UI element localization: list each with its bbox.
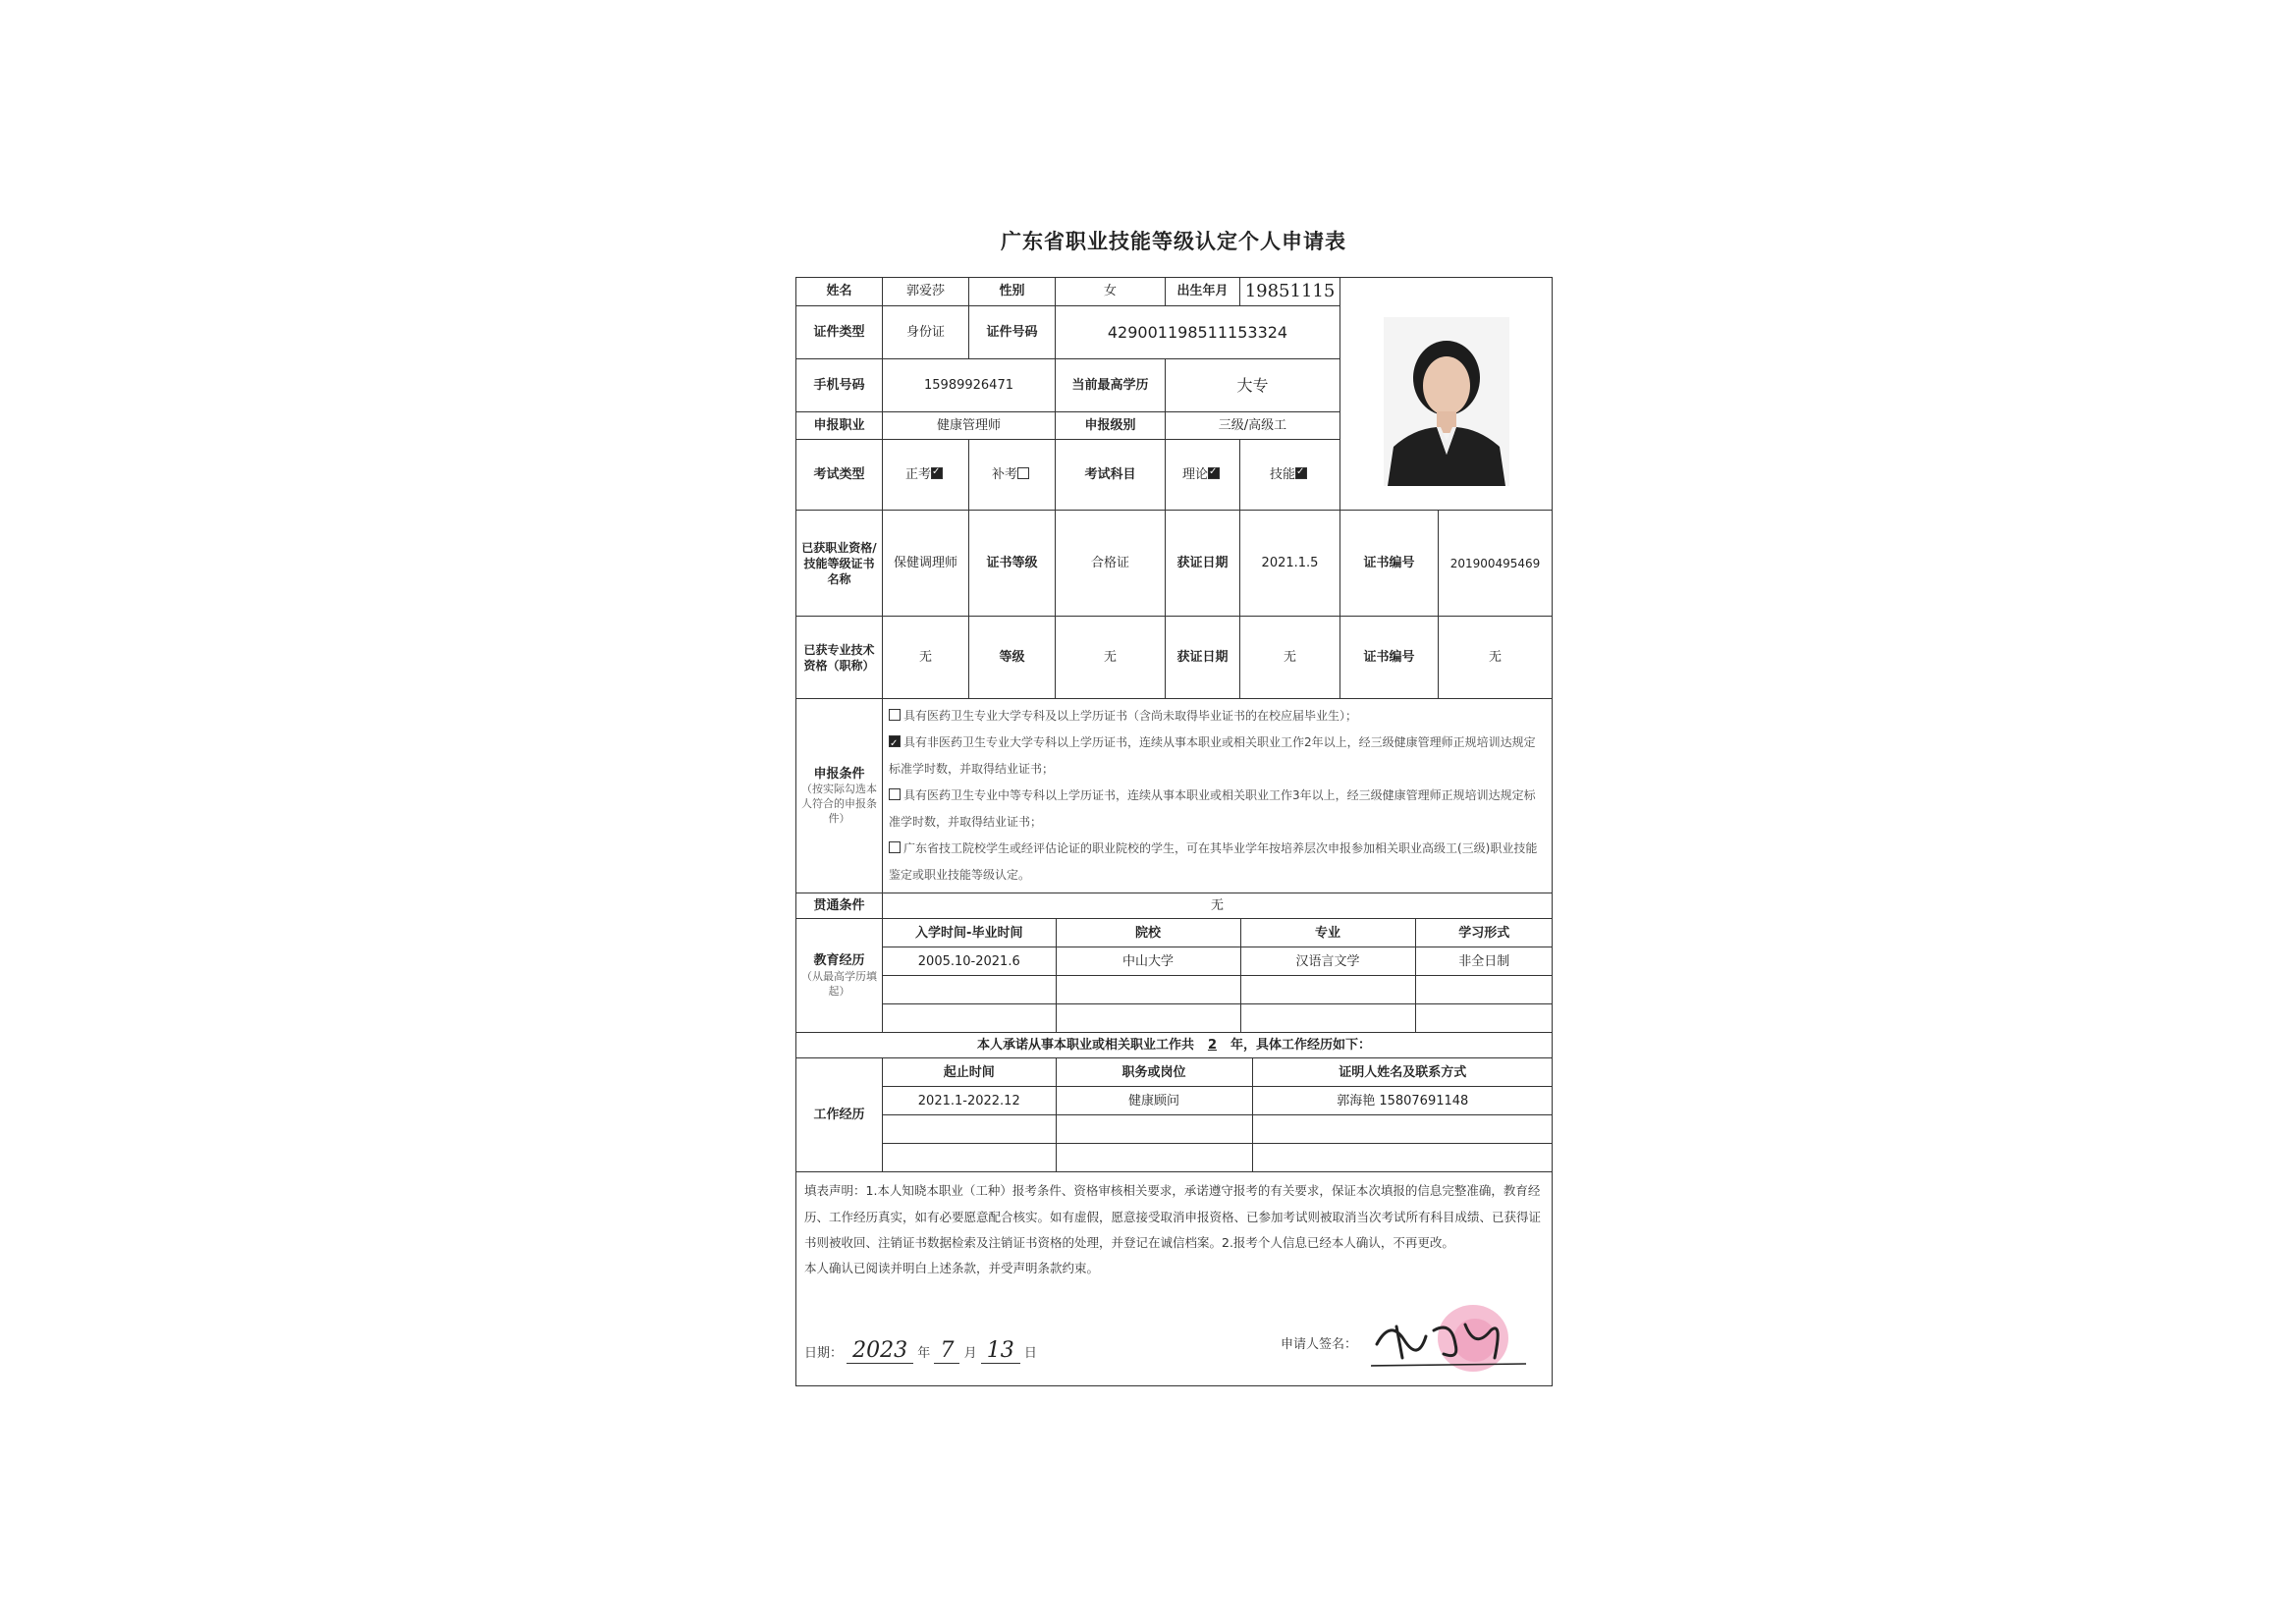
conditions-list: [883, 699, 1553, 893]
condition-checkbox[interactable]: [889, 788, 901, 800]
edu-value: 大专: [1166, 359, 1340, 412]
condition-text: 广东省技工院校学生或经评估论证的职业院校的学生，可在其毕业学年按培养层次申报参加相关职业高级工(三级)职业技能鉴定或职业技能等级认定。: [889, 841, 1538, 883]
handwritten-signature: [1357, 1301, 1534, 1380]
date-year: 2023: [847, 1338, 913, 1364]
work-cell: 健康顾问: [1056, 1087, 1252, 1115]
date-day-unit: 日: [1023, 1346, 1037, 1362]
form-title: 广东省职业技能等级认定个人申请表: [1001, 229, 1346, 253]
sign-date: [804, 1328, 1037, 1374]
phone-value: 15989926471: [883, 359, 1056, 412]
condition-text: 具有非医药卫生专业大学专科以上学历证书，连续从事本职业或相关职业工作2年以上，经三级健康管理师正规培训达规定标准学时数，并取得结业证书；: [889, 735, 1536, 777]
photo-cell: [1340, 278, 1553, 511]
education-grid: [883, 919, 1553, 1033]
id-type-label: 证件类型: [796, 306, 883, 359]
cert1-grade-label: 证书等级: [969, 511, 1056, 617]
edu-label: 当前最高学历: [1056, 359, 1166, 412]
date-month-unit: 月: [963, 1346, 977, 1362]
work-grid: [883, 1058, 1553, 1172]
education-header: 入学时间-毕业时间: [883, 919, 1056, 947]
cert1-no-label: 证书编号: [1340, 511, 1439, 617]
work-promise-suffix: 年，具体工作经历如下：: [1230, 1038, 1372, 1054]
condition-item[interactable]: [889, 783, 1546, 836]
level-label: 申报级别: [1056, 412, 1166, 440]
through-value: 无: [883, 893, 1553, 919]
conditions-label: 申报条件: [813, 766, 865, 782]
education-cell: 中山大学: [1056, 947, 1240, 976]
condition-item[interactable]: [889, 836, 1546, 889]
cert1-label: 已获职业资格/技能等级证书名称: [796, 511, 883, 617]
table-row: [883, 1087, 1553, 1115]
application-form: [795, 226, 1552, 1394]
table-row: [883, 1115, 1553, 1144]
exam-theory-option[interactable]: [1166, 440, 1240, 511]
work-promise: [796, 1033, 1553, 1058]
education-cell: 2005.10-2021.6: [883, 947, 1056, 976]
name-value: 郭爱莎: [883, 278, 969, 306]
cert2-no: 无: [1439, 617, 1553, 699]
exam-skill-option[interactable]: [1240, 440, 1340, 511]
exam-subject-label: 考试科目: [1056, 440, 1166, 511]
job-value: 健康管理师: [883, 412, 1056, 440]
education-header: 学习形式: [1415, 919, 1553, 947]
conditions-sub: （按实际勾选本人符合的申报条件）: [801, 783, 877, 825]
table-row: [883, 947, 1553, 976]
signature-row: [804, 1311, 1544, 1380]
birth-value: 19851115: [1240, 278, 1340, 306]
work-cell: 2021.1-2022.12: [883, 1087, 1056, 1115]
condition-checkbox[interactable]: [889, 735, 901, 747]
sign-label: 申请人签名：: [1280, 1337, 1357, 1352]
education-table: [883, 919, 1553, 1032]
declaration-text: 填表声明：1.本人知晓本职业（工种）报考条件、资格审核相关要求，承诺遵守报考的有关要求，保证本次填报的信息完整准确，教育经历、工作经历真实，如有必要愿意配合核实。如有虚假，愿意接受取消申报资格、已参加考试则被取消当次考试所有科目成绩、已获得证书则被收回、注销证书数据检索及注销证书资格的处理，并登记在诚信档案。2.报考个人信息已经本人确认，不再更改。: [804, 1183, 1542, 1250]
job-label: 申报职业: [796, 412, 883, 440]
exam-formal-checkbox[interactable]: [931, 467, 943, 479]
condition-item[interactable]: [889, 703, 1546, 730]
work-label: 工作经历: [796, 1058, 883, 1172]
cert2-name: 无: [883, 617, 969, 699]
exam-type-label: 考试类型: [796, 440, 883, 511]
exam-formal-option[interactable]: [883, 440, 969, 511]
exam-makeup-option[interactable]: [969, 440, 1056, 511]
condition-checkbox[interactable]: [889, 841, 901, 853]
birth-label: 出生年月: [1166, 278, 1240, 306]
work-header: 起止时间: [883, 1058, 1056, 1087]
education-header: 院校: [1056, 919, 1240, 947]
exam-theory-text: 理论: [1181, 467, 1208, 483]
exam-makeup-checkbox[interactable]: [1017, 467, 1029, 479]
cert2-grade-label: 等级: [969, 617, 1056, 699]
date-month: 7: [934, 1338, 959, 1364]
education-label: 教育经历: [813, 953, 865, 969]
cert1-grade: 合格证: [1056, 511, 1166, 617]
gender-value: 女: [1056, 278, 1166, 306]
work-years: 2: [1207, 1038, 1218, 1054]
education-cell: 汉语言文学: [1240, 947, 1415, 976]
exam-makeup-text: 补考: [991, 467, 1017, 483]
work-table: [883, 1058, 1553, 1171]
applicant-photo: [1384, 317, 1509, 486]
id-type-value: 身份证: [883, 306, 969, 359]
education-cell: 非全日制: [1415, 947, 1553, 976]
exam-formal-text: 正考: [904, 467, 931, 483]
work-cell: 郭海艳 15807691148: [1252, 1087, 1553, 1115]
table-row: [883, 1004, 1553, 1033]
table-row: [883, 1144, 1553, 1172]
cert1-no: 201900495469: [1439, 511, 1553, 617]
condition-checkbox[interactable]: [889, 709, 901, 721]
id-no-label: 证件号码: [969, 306, 1056, 359]
education-label-cell: [796, 919, 883, 1033]
phone-label: 手机号码: [796, 359, 883, 412]
work-promise-prefix: 本人承诺从事本职业或相关职业工作共: [976, 1038, 1194, 1054]
date-label: 日期：: [804, 1346, 844, 1362]
cert1-name: 保健调理师: [883, 511, 969, 617]
date-year-unit: 年: [917, 1346, 931, 1362]
exam-skill-checkbox[interactable]: [1295, 467, 1307, 479]
exam-theory-checkbox[interactable]: [1208, 467, 1220, 479]
cert1-date-label: 获证日期: [1166, 511, 1240, 617]
condition-text: 具有医药卫生专业大学专科及以上学历证书（含尚未取得毕业证书的在校应届毕业生）；: [903, 709, 1358, 724]
cert2-date: 无: [1240, 617, 1340, 699]
cert2-date-label: 获证日期: [1166, 617, 1240, 699]
gender-label: 性别: [969, 278, 1056, 306]
education-sub: （从最高学历填起）: [801, 969, 877, 998]
condition-item[interactable]: [889, 730, 1546, 783]
declaration-confirm: 本人确认已阅读并明白上述条款，并受声明条款约束。: [804, 1261, 1100, 1276]
cert1-date: 2021.1.5: [1240, 511, 1340, 617]
cert2-label: 已获专业技术资格（职称）: [796, 617, 883, 699]
date-day: 13: [981, 1338, 1020, 1364]
condition-text: 具有医药卫生专业中等专科以上学历证书，连续从事本职业或相关职业工作3年以上，经三级健康管理师正规培训达规定标准学时数，并取得结业证书；: [889, 788, 1536, 830]
declaration-cell: [796, 1172, 1553, 1386]
form-table: [795, 277, 1553, 1386]
table-row: [883, 976, 1553, 1004]
through-label: 贯通条件: [796, 893, 883, 919]
work-header: 职务或岗位: [1056, 1058, 1252, 1087]
exam-skill-text: 技能: [1269, 467, 1295, 483]
conditions-label-cell: [796, 699, 883, 893]
id-no-value: 429001198511153324: [1056, 306, 1340, 359]
cert2-grade: 无: [1056, 617, 1166, 699]
work-header: 证明人姓名及联系方式: [1252, 1058, 1553, 1087]
level-value: 三级/高级工: [1166, 412, 1340, 440]
name-label: 姓名: [796, 278, 883, 306]
education-header: 专业: [1240, 919, 1415, 947]
cert2-no-label: 证书编号: [1340, 617, 1439, 699]
